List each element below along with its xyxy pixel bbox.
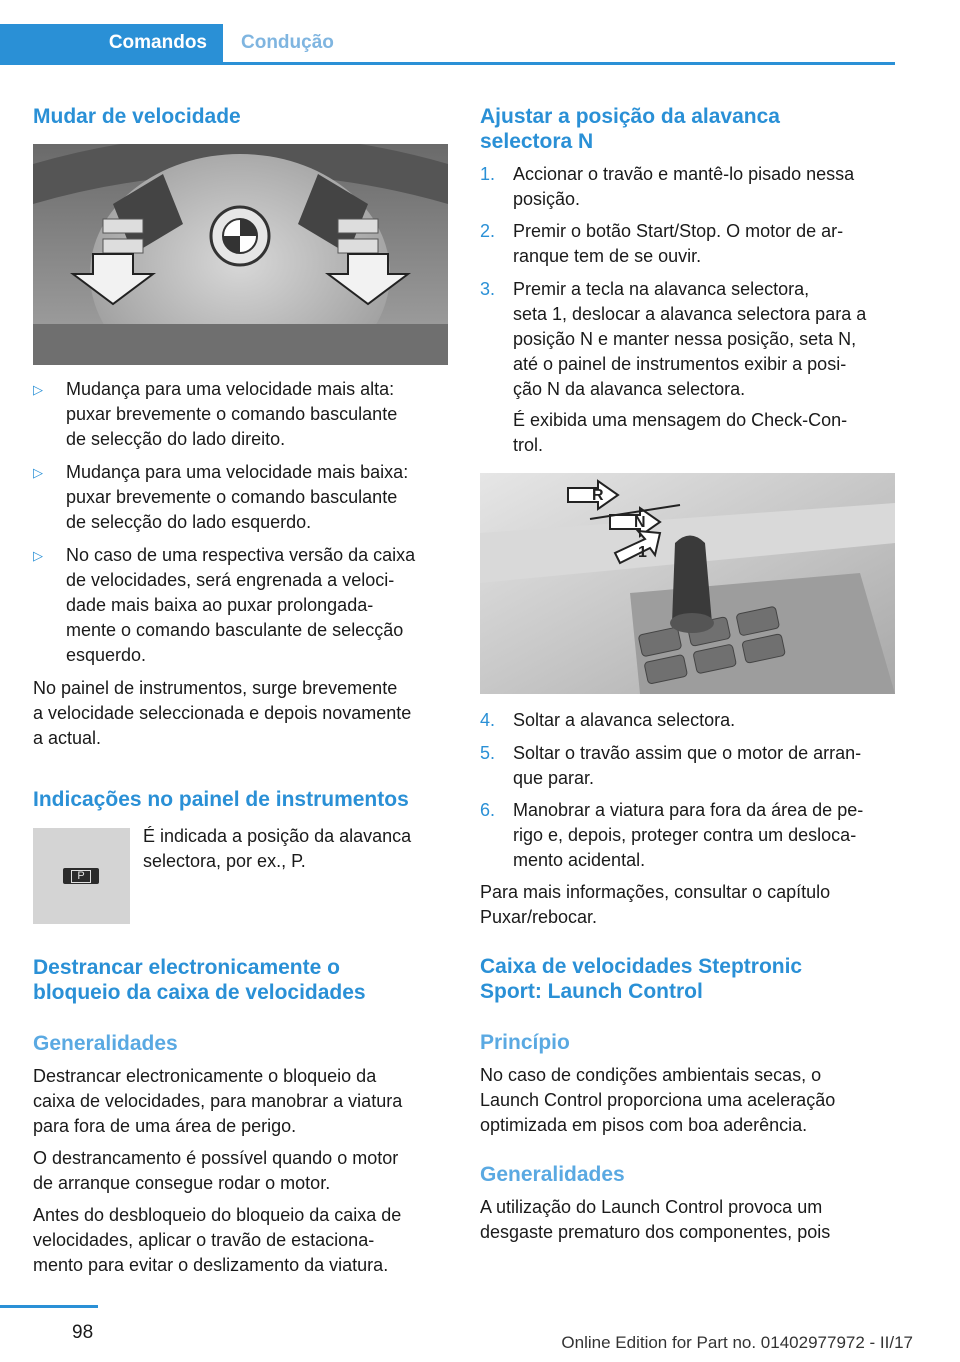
heading-indicacoes: Indicações no painel de instrumentos [33, 788, 409, 811]
triangle-bullet-icon: ▷ [33, 382, 43, 397]
step-text: até o painel de instrumentos exibir a posi‐ [513, 354, 847, 374]
page-number: 98 [72, 1322, 94, 1343]
bullet-text: esquerdo. [66, 645, 147, 665]
arrow-1-label: 1 [638, 544, 647, 561]
step-text: Soltar o travão assim que o motor de arran‐ [513, 743, 862, 763]
step-number: 6. [480, 800, 496, 820]
step-number: 1. [480, 164, 496, 184]
bullet-text: dade mais baixa ao puxar prolongada‐ [66, 595, 374, 615]
step-text: posição N e manter nessa posição, seta N, [513, 329, 857, 349]
paragraph-line: A utilização do Launch Control provoca um [480, 1197, 823, 1217]
edition-note: Online Edition for Part no. 01402977972 - II/17 [561, 1333, 913, 1352]
paragraph-line: optimizada em pisos com boa aderência. [480, 1115, 808, 1135]
bullet-text: Mudança para uma velocidade mais baixa: [66, 462, 409, 482]
heading-generalidades: Generalidades [480, 1163, 625, 1186]
bullet-text: mente o comando basculante de selecção [66, 620, 404, 640]
step-text: ção N da alavanca selectora. [513, 379, 746, 399]
step-text: Manobrar a viatura para fora da área de pe‐ [513, 800, 864, 820]
paragraph-line: mento para evitar o deslizamento da viatura. [33, 1255, 389, 1275]
paragraph-line: Antes do desbloqueio do bloqueio da caixa de [33, 1205, 402, 1225]
display-badge [63, 868, 99, 884]
paragraph-line: selectora, por ex., P. [143, 851, 306, 871]
arrow-n-label: N [634, 514, 646, 531]
paragraph-line: Puxar/rebocar. [480, 907, 598, 927]
paragraph-line: caixa de velocidades, para manobrar a viatura [33, 1091, 403, 1111]
triangle-bullet-icon: ▷ [33, 465, 43, 480]
paragraph-line: Destrancar electronicamente o bloqueio da [33, 1066, 377, 1086]
step-number: 2. [480, 221, 496, 241]
paragraph-line: Para mais informações, consultar o capítulo [480, 882, 831, 902]
step-item [480, 162, 895, 212]
heading-caixa: Caixa de velocidades Steptronic [480, 955, 803, 978]
step-text: rigo e, depois, proteger contra um desloca‐ [513, 825, 857, 845]
header-tabs [0, 24, 895, 65]
bullet-text: de velocidades, será engrenada a veloci‐ [66, 570, 395, 590]
arrow-r-label: R [592, 487, 604, 504]
step-number: 3. [480, 279, 496, 299]
paragraph-line: de arranque consegue rodar o motor. [33, 1173, 331, 1193]
bullet-item [33, 543, 448, 668]
step-item [480, 708, 895, 733]
triangle-bullet-icon: ▷ [33, 548, 43, 563]
bullet-item [33, 377, 448, 452]
gear-p-symbol: P [71, 870, 91, 883]
step-text: mento acidental. [513, 850, 646, 870]
paragraph-line: É indicada a posição da alavanca [143, 826, 412, 846]
paragraph-line: velocidades, aplicar o travão de estaciona‐ [33, 1230, 375, 1250]
heading-ajustar: Ajustar a posição da alavanca [480, 105, 780, 128]
heading-destrancar: bloqueio da caixa de velocidades [33, 981, 366, 1004]
heading-destrancar: Destrancar electronicamente o [33, 956, 340, 979]
paragraph-line: a velocidade seleccionada e depois novamente [33, 703, 412, 723]
step-text: posição. [513, 189, 581, 209]
step-item [480, 219, 895, 269]
heading-principio: Princípio [480, 1031, 570, 1054]
step-item [480, 277, 900, 402]
bullet-text: puxar brevemente o comando basculante [66, 487, 398, 507]
step-text: ranque tem de se ouvir. [513, 246, 702, 266]
step-item [480, 798, 900, 873]
paragraph-line: Launch Control proporciona uma aceleração [480, 1090, 836, 1110]
tab-comandos[interactable]: Comandos [0, 24, 223, 62]
bullet-text: No caso de uma respectiva versão da caixa [66, 545, 416, 565]
step-note: É exibida uma mensagem do Check-Con‐ [513, 410, 848, 430]
step-number: 4. [480, 710, 496, 730]
step-text: Premir a tecla na alavanca selectora, [513, 279, 810, 299]
paragraph-line: No caso de condições ambientais secas, o [480, 1065, 822, 1085]
step-text: Accionar o travão e mantê-lo pisado nessa [513, 164, 855, 184]
paragraph-line: a actual. [33, 728, 102, 748]
step-item [480, 741, 900, 791]
step-text: seta 1, deslocar a alavanca selectora para a [513, 304, 867, 324]
bullet-text: de selecção do lado esquerdo. [66, 512, 312, 532]
bullet-text: Mudança para uma velocidade mais alta: [66, 379, 395, 399]
bullet-text: puxar brevemente o comando basculante [66, 404, 398, 424]
footer-rule [0, 1305, 98, 1308]
step-number: 5. [480, 743, 496, 763]
bullet-item [33, 460, 448, 535]
heading-mudar-velocidade: Mudar de velocidade [33, 105, 241, 128]
paragraph-line: No painel de instrumentos, surge brevemente [33, 678, 398, 698]
heading-generalidades: Generalidades [33, 1032, 178, 1055]
paragraph-line: O destrancamento é possível quando o motor [33, 1148, 399, 1168]
paragraph-line: desgaste prematuro dos componentes, pois [480, 1222, 831, 1242]
paragraph-line: para fora de uma área de perigo. [33, 1116, 297, 1136]
step-note: trol. [513, 435, 544, 455]
gear-indicator-figure [33, 828, 130, 924]
step-text: Soltar a alavanca selectora. [513, 710, 736, 730]
tab-conducao[interactable]: Condução [241, 32, 334, 53]
bullet-text: de selecção do lado direito. [66, 429, 286, 449]
gear-selector-figure [480, 473, 895, 694]
step-text: que parar. [513, 768, 595, 788]
step-text: Premir o botão Start/Stop. O motor de ar‐ [513, 221, 844, 241]
heading-ajustar: selectora N [480, 130, 594, 153]
heading-caixa: Sport: Launch Control [480, 980, 703, 1003]
steering-wheel-figure [33, 144, 448, 365]
